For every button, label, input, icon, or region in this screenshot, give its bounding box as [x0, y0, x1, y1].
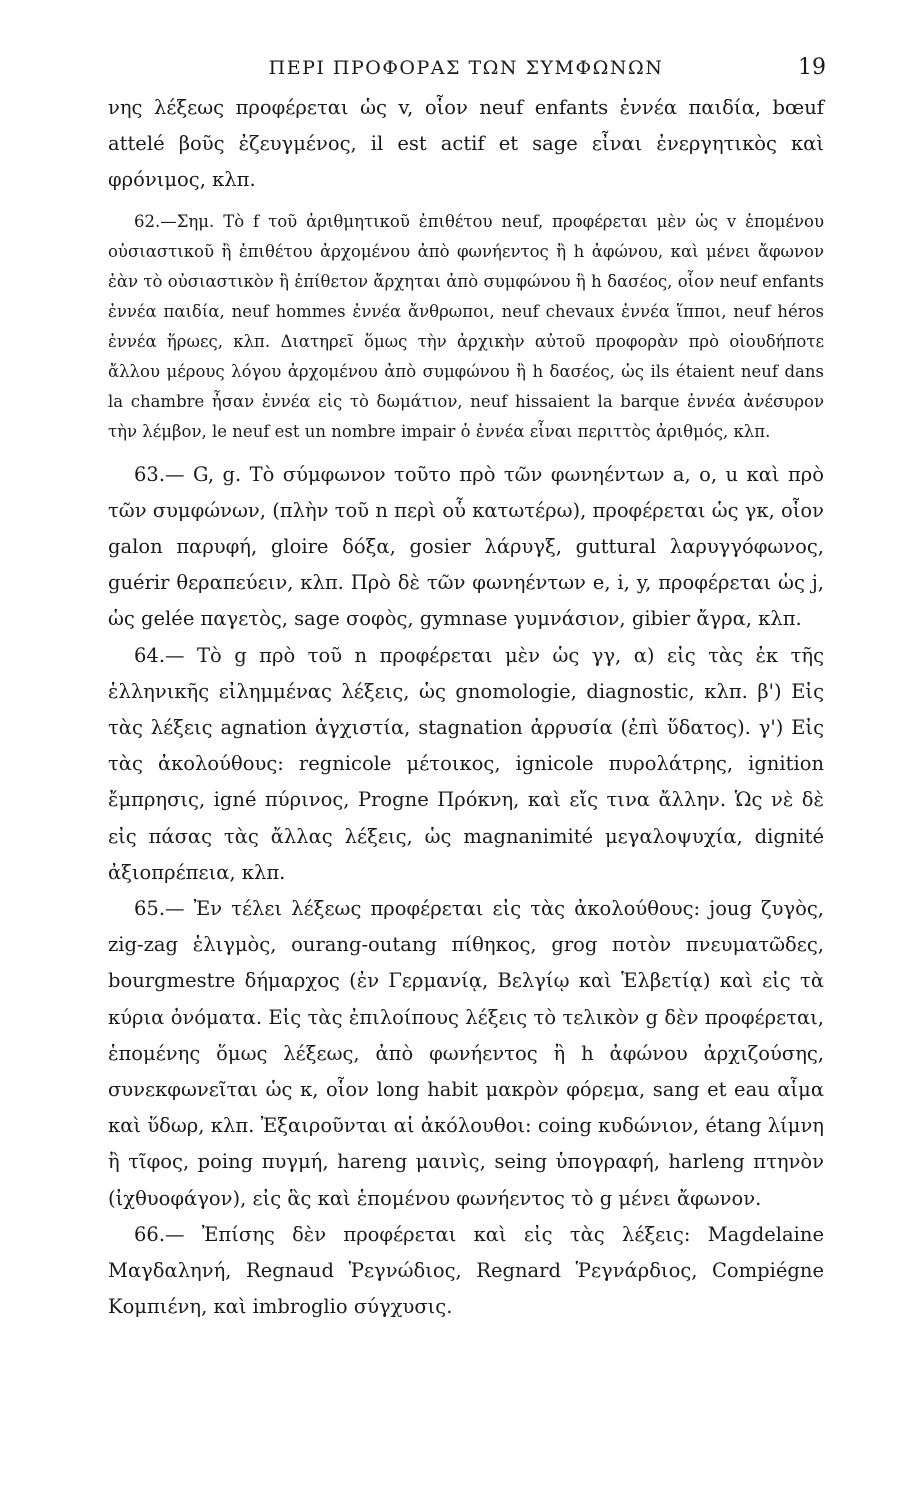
running-head	[108, 48, 824, 88]
paragraph-62-note: 62.—Σημ. Τὸ f τοῦ ἀριθμητικοῦ ἐπιθέτου neuf, προφέρεται μὲν ὡς v ἑπομένου οὐσιαστικοῦ ἢ ἐπιθέτου ἀρχομένου ἀπὸ φωνήεντος ἢ h ἀφώνου, καὶ μένει ἄφωνον ἐὰν τὸ οὐσιαστικὸν ἢ ἐπίθετον ἄρχηται ἀπὸ συμφώνου ἢ h δασέος, οἷον neuf enfants ἐννέα παιδία, neuf hommes ἐννέα ἄνθρωποι, neuf chevaux ἐννέα ἵπποι, neuf héros ἐννέα ἥρωες, κλπ. Διατηρεῖ ὅμως τὴν ἀρχικὴν αὐτοῦ προφορὰν πρὸ οἱουδήποτε ἄλλου μέρους λόγου ἀρχομένου ἀπὸ συμφώνου ἢ h δασέος, ὡς ils étaient neuf dans la chambre ἦσαν ἐννέα εἰς τὸ δωμάτιον, neuf hissaient la barque ἐννέα ἀνέσυρον τὴν λέμβον, le neuf est un nombre impair ὁ ἐννέα εἶναι περιττὸς ἀριθμός, κλπ.	[108, 211, 824, 441]
paragraph-continuation: νης λέξεως προφέρεται ὡς v, οἷον neuf enfants ἐννέα παιδία, bœuf attelé βοῦς ἐζευγμένος, il est actif et sage εἶναι ἐνεργητικὸς καὶ φρόνιμος, κλπ.	[108, 96, 824, 192]
paragraph-64: 64.— Τὸ g πρὸ τοῦ n προφέρεται μὲν ὡς γγ, α) εἰς τὰς ἐκ τῆς ἑλληνικῆς εἰλημμένας λέξεις, ὡς gnomologie, diagnostic, κλπ. β') Εἰς τὰς λέξεις agnation ἀγχιστία, stagnation ἀρρυσία (ἐπὶ ὕδατος). γ') Εἰς τὰς ἀκολούθους: regnicole μέτοικος, ignicole πυρολάτρης, ignition ἔμπρησις, igné πύρινος, Progne Πρόκνη, καὶ εἴς τινα ἄλλην. Ὡς νὲ δὲ εἰς πάσας τὰς ἄλλας λέξεις, ὡς magnanimité μεγαλοψυχία, dignité ἀξιοπρέπεια, κλπ.	[108, 643, 824, 884]
running-title: ΠΕΡΙ ΠΡΟΦΟΡΑΣ ΤΩΝ ΣΥΜΦΩΝΩΝ	[268, 57, 664, 79]
page-number: 19	[798, 55, 826, 80]
paragraph-65: 65.— Ἐν τέλει λέξεως προφέρεται εἰς τὰς ἀκολούθους: joug ζυγὸς, zig-zag ἑλιγμὸς, ourang-outang πίθηκος, grog ποτὸν πνευματῶδες, bourgmestre δήμαρχος (ἐν Γερμανίᾳ, Βελγίῳ καὶ Ἑλβετίᾳ) καὶ εἰς τὰ κύρια ὀνόματα. Εἰς τὰς ἐπιλοίπους λέξεις τὸ τελικὸν g δὲν προφέρεται, ἑπομένης ὅμως λέξεως, ἀπὸ φωνήεντος ἢ h ἀφώνου ἀρχιζούσης, συνεκφωνεῖται ὡς κ, οἷον long habit μακρὸν φόρεμα, sang et eau αἷμα καὶ ὕδωρ, κλπ. Ἐξαιροῦνται αἱ ἀκόλουθοι: coing κυδώνιον, étang λίμνη ἢ τῖφος, poing πυγμή, hareng μαινὶς, seing ὑπογραφή, harleng πτηνὸν (ἰχθυοφάγον), εἰς ἃς καὶ ἑπομένου φωνήεντος τὸ g μένει ἄφωνον.	[108, 897, 824, 1210]
paragraph-66: 66.— Ἐπίσης δὲν προφέρεται καὶ εἰς τὰς λέξεις: Magdelaine Μαγδαληνή, Regnaud Ῥεγνώδιος, Regnard Ῥεγνάρδιος, Compiégne Κομπιένη, καὶ imbroglio σύγχυσις.	[108, 1222, 824, 1319]
body-text	[108, 90, 824, 1325]
paragraph-63: 63.— G, g. Τὸ σύμφωνον τοῦτο πρὸ τῶν φωνηέντων a, o, u καὶ πρὸ τῶν συμφώνων, (πλὴν τοῦ n περὶ οὗ κατωτέρω), προφέρεται ὡς γκ, οἷον galon παρυφή, gloire δόξα, gosier λάρυγξ, guttural λαρυγγόφωνος, guérir θεραπεύειν, κλπ. Πρὸ δὲ τῶν φωνηέντων e, i, y, προφέρεται ὡς j, ὡς gelée παγετὸς, sage σοφὸς, gymnase γυμνάσιον, gibier ἄγρα, κλπ.	[108, 462, 824, 631]
